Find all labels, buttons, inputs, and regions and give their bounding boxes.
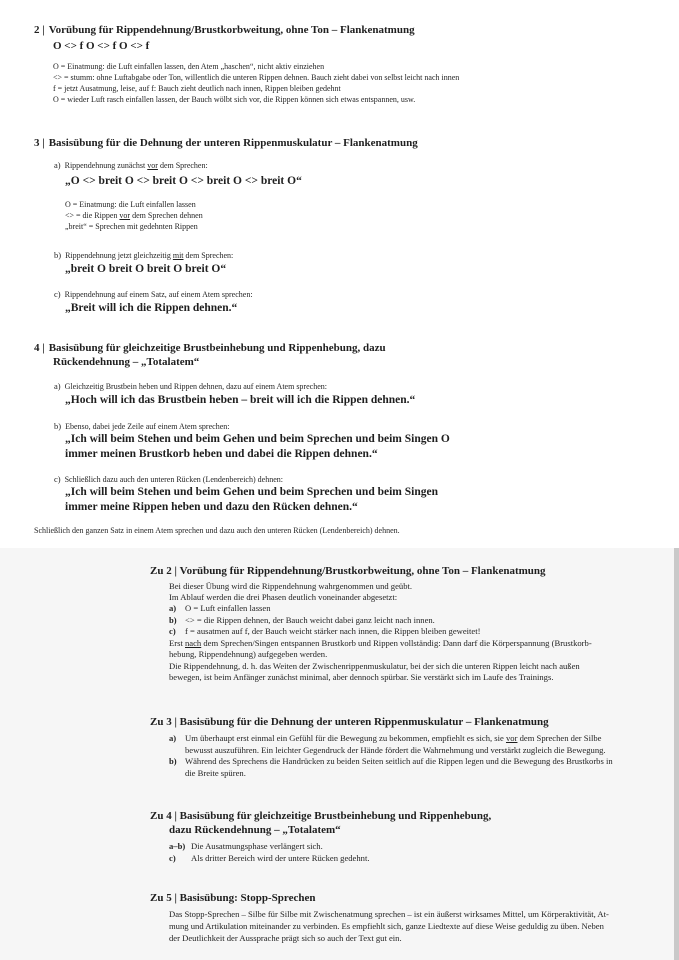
item-label: c) [169,626,176,636]
underlined-word: vor [119,211,131,220]
text-part: Um überhaupt erst einmal ein Gefühl für die Bewegung zu bekommen, empfiehlt es sich, sie [185,733,506,743]
underlined-word: vor [505,733,518,743]
text-part: dem Sprechen: [157,161,208,170]
zu-4-title-line-2: dazu Rückendehnung – „Totalatem“ [169,824,341,836]
section-3-number: 3 | [34,137,45,149]
item-label: a–b) [169,841,186,851]
zu-4-number: Zu 4 | [150,810,177,822]
item-label: b) [169,615,177,625]
section-2-title: Vorübung für Rippendehnung/Brustkorbweitung, ohne Ton – Flankenatmung [48,24,415,36]
section-2-pattern: O <> f O <> f O <> f [53,40,150,52]
zu-2-heading [150,565,546,577]
zu-3-item-b-line-2: die Breite spüren. [185,768,246,778]
section-3a-exercise: „O <> breit O <> breit O <> breit O <> breit O“ [65,175,302,187]
text-part: Gleichzeitig Brustbein heben und Rippen dehnen, dazu auf einem Atem sprechen: [64,382,327,391]
zu-5-line-1: Das Stopp-Sprechen – Silbe für Silbe mit Zwischenatmung sprechen – ist ein äußerst wirksames Mittel, um Körperaktivität, At- [169,909,609,919]
text-part: Schließlich dazu auch den unteren Rücken (Lendenbereich) dehnen: [64,475,283,484]
item-label: a) [54,160,61,170]
section-2-def-3: f = jetzt Ausatmung, leise, auf f: Bauch zieht deutlich nach innen, Rippen bleiben gedehnt [53,84,341,93]
item-label: c) [54,474,61,484]
text-part: dem Sprechen der Silbe [517,733,602,743]
section-4a-exercise: „Hoch will ich das Brustbein heben – breit will ich die Rippen dehnen.“ [65,394,416,406]
section-3c-exercise: „Breit will ich die Rippen dehnen.“ [65,302,238,314]
item-label: a) [169,733,177,743]
item-label: b) [54,421,62,431]
zu-4-item-c [169,853,370,864]
section-4b-instruction [54,421,229,433]
section-3c-instruction [54,289,253,301]
section-4c-exercise-line-2: immer meine Rippen heben und dazu den Rücken dehnen.“ [65,501,358,513]
section-3-title: Basisübung für die Dehnung der unteren Rippenmuskulatur – Flankenatmung [48,137,418,149]
section-2-number: 2 | [34,24,45,36]
underlined-word: nach [185,638,202,648]
section-4-heading [34,342,386,354]
text-part: Erst [169,638,185,648]
zu-3-title: Basisübung für die Dehnung der unteren Rippenmuskulatur – Flankenatmung [179,716,549,728]
zu-2-title: Vorübung für Rippendehnung/Brustkorbweitung, ohne Ton – Flankenatmung [179,565,546,577]
zu-5-title: Basisübung: Stopp-Sprechen [179,892,316,904]
text-part: dem Sprechen dehnen [130,211,203,220]
section-4b-exercise-line-2: immer meinen Brustkorb heben und dabei die Rippen dehnen.“ [65,448,378,460]
section-3-heading [34,137,418,149]
underlined-word: mit [172,251,184,260]
item-label: b) [169,756,177,766]
text-part: O = Luft einfallen lassen [185,603,271,613]
section-4c-exercise-line-1: „Ich will beim Stehen und beim Gehen und beim Sprechen und beim Singen [65,486,438,498]
zu-2-line-1: Bei dieser Übung wird die Rippendehnung wahrgenommen und geübt. [169,581,413,591]
section-4b-exercise-line-1: „Ich will beim Stehen und beim Gehen und beim Sprechen und beim Singen O [65,433,450,445]
text-part: Rippendehnung auf einem Satz, auf einem Atem sprechen: [64,290,253,299]
zu-3-item-a-line-2: bewusst auszuführen. Ein leichter Gegendruck der Hände fördert die Wahrnehmung und verstärkt zugleich die Bewegung. [185,745,606,755]
item-label: c) [169,853,176,863]
section-4-title-line-2: Rückendehnung – „Totalatem“ [53,356,200,368]
section-3b-instruction [54,250,233,262]
section-4-final-note: Schließlich den ganzen Satz in einem Atem sprechen und dazu auch den unteren Rücken (Lendenbereich) dehnen. [34,526,400,535]
text-part: f = ausatmen auf f, der Bauch weicht stärker nach innen, die Rippen bleiben geweitet! [185,626,481,636]
section-2-def-4: O = wieder Luft rasch einfallen lassen, der Bauch wölbt sich vor, die Rippen können sich etwas entspannen, usw. [53,95,416,104]
item-label: c) [54,289,61,299]
text-part: Während des Sprechens die Handrücken zu beiden Seiten seitlich auf die Rippen legen und die Bewegung des Brustkorbs in [185,756,613,766]
section-2-def-2: <> = stumm: ohne Luftabgabe oder Ton, willentlich die unteren Rippen dehnen. Bauch zieht dabei von selbst leicht nach innen [53,73,460,82]
zu-2-line-9: bewegen, ist beim Anfänger zunächst minimal, aber dennoch spürbar. Sie verstärkt sich im Laufe des Trainings. [169,672,554,682]
zu-5-heading [150,892,315,904]
zu-4-heading [150,810,491,822]
text-part: <> = die Rippen [65,211,120,220]
zu-5-number: Zu 5 | [150,892,177,904]
zu-5-line-2: mung und Artikulation miteinander zu verbinden. Es empfiehlt sich, ganze Liedtexte auf diese Weise geduldig zu üben. Neben [169,921,604,931]
zu-2-line-8: Die Rippendehnung, d. h. das Weiten der Zwischenrippenmuskulatur, bei der sich die unteren Rippen leicht nach außen [169,661,580,671]
zu-2-line-7: hebung, Rippendehnung) aufgegeben werden. [169,649,328,659]
lower-page [0,548,679,960]
section-3a-def-1: O = Einatmung: die Luft einfallen lassen [65,200,196,209]
text-part: dem Sprechen: [183,251,234,260]
section-4a-instruction [54,381,327,393]
text-part: Die Ausatmungsphase verlängert sich. [191,841,323,851]
zu-2-line-6 [169,638,592,649]
zu-3-item-b-line-1 [169,756,613,767]
zu-4-item-ab [169,841,323,852]
section-2-def-1: O = Einatmung: die Luft einfallen lassen, den Atem „haschen“, nicht aktiv einziehen [53,62,325,71]
zu-2-item-b [169,615,435,626]
zu-2-line-2: Im Ablauf werden die drei Phasen deutlich voneinander abgesetzt: [169,592,398,602]
page-edge-shadow [674,548,679,960]
text-part: dem Sprechen/Singen entspannen Brustkorb und Rippen vollständig: Dann darf die Körperspannung (Brustkorb- [201,638,592,648]
text-part: Rippendehnung jetzt gleichzeitig [65,251,173,260]
zu-3-item-a-line-1 [169,733,601,744]
section-4-title-line-1: Basisübung für gleichzeitige Brustbeinhebung und Rippenhebung, dazu [48,342,386,354]
text-part: Ebenso, dabei jede Zeile auf einem Atem sprechen: [65,422,230,431]
zu-3-heading [150,716,549,728]
text-part: Als dritter Bereich wird der untere Rücken gedehnt. [191,853,370,863]
section-2-heading [34,24,415,36]
zu-2-item-a [169,603,271,614]
text-part: <> = die Rippen dehnen, der Bauch weicht dabei ganz leicht nach innen. [185,615,435,625]
underlined-word: vor [147,161,158,170]
item-label: b) [54,250,62,260]
zu-4-title-line-1: Basisübung für gleichzeitige Brustbeinhebung und Rippenhebung, [179,810,492,822]
zu-2-item-c [169,626,481,637]
item-label: a) [54,381,61,391]
zu-5-line-3: der Deutlichkeit der Aussprache prägt sich so auch der Text gut ein. [169,933,402,943]
section-3a-def-3: „breit“ = Sprechen mit gedehnten Rippen [65,222,198,231]
item-label: a) [169,603,177,613]
section-3a-instruction [54,160,208,172]
section-3b-exercise: „breit O breit O breit O breit O“ [65,263,227,275]
section-4c-instruction [54,474,283,486]
zu-2-number: Zu 2 | [150,565,177,577]
zu-3-number: Zu 3 | [150,716,177,728]
text-part: Rippendehnung zunächst [64,161,148,170]
section-3a-def-2 [65,211,203,222]
section-4-number: 4 | [34,342,45,354]
